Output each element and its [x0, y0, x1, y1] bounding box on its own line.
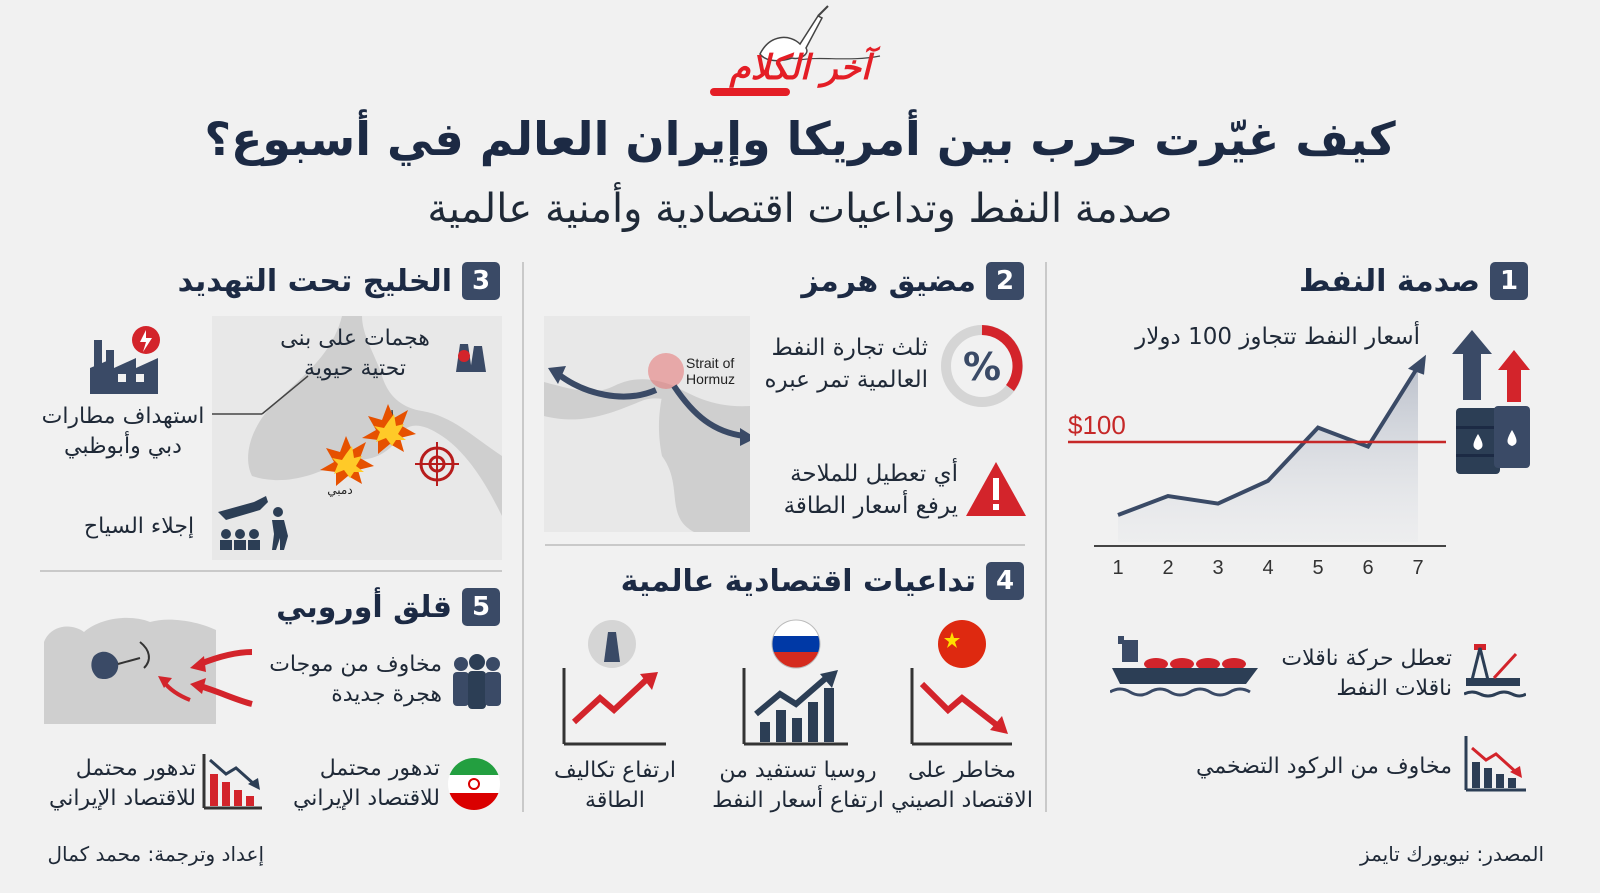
fact2-line2: يرفع أسعار الطاقة [783, 493, 958, 519]
page-subtitle: صدمة النفط وتداعيات اقتصادية وأمنية عالمية [427, 186, 1173, 232]
airports-line2: دبي وأبوظبي [64, 434, 182, 459]
x-tick-label: 4 [1262, 557, 1274, 579]
section3-title: الخليج تحت التهديد [177, 263, 452, 299]
section1-number: 1 [1490, 262, 1528, 300]
fact1-line2: العالمية تمر عبره [764, 367, 928, 393]
section4-title: تداعيات اقتصادية عالمية [620, 563, 976, 599]
evacuation-text: إجلاء السياح [83, 514, 195, 539]
china-risk-icon [908, 618, 1016, 748]
europe-map [40, 612, 260, 724]
iran2-line2: للاقتصاد الإيراني [48, 786, 196, 811]
section3-heading [178, 262, 500, 300]
percent-symbol: % [962, 345, 1002, 389]
dubai-label: دمبي [327, 483, 353, 497]
oil-chart-caption: أسعار النفط تتجاوز 100 دولار [1135, 324, 1420, 350]
x-tick-label: 7 [1412, 557, 1424, 579]
x-tick-label: 1 [1112, 557, 1124, 579]
hormuz-fact2 [784, 458, 958, 522]
china-line1: مخاطر على [907, 758, 1017, 783]
fact1-line1: ثلث تجارة النفط [771, 335, 928, 361]
percent-gauge-icon [938, 322, 1026, 410]
section3-number: 3 [462, 262, 500, 300]
energy-line2: الطاقة [585, 788, 645, 813]
brand-underline [710, 88, 790, 96]
iran-text-1 [293, 754, 440, 814]
stagflation-text: مخاوف من الركود التضخمي [1195, 754, 1452, 779]
iran-text-2 [49, 754, 196, 814]
footer-source: المصدر: نيويورك تايمز [1360, 842, 1544, 866]
brand-logo [700, 4, 900, 100]
russia-gain-icon [740, 618, 852, 748]
warning-icon [964, 460, 1028, 518]
china-text [882, 756, 1042, 816]
power-plant-map-icon [452, 336, 488, 372]
oil-tanker-icon [1110, 634, 1260, 698]
section4-number: 4 [986, 562, 1024, 600]
threshold-label: $100 [1068, 410, 1126, 440]
attack-line1: هجمات على بنى [280, 326, 430, 351]
energy-text [540, 756, 690, 816]
section2-heading [801, 262, 1024, 300]
footer-credit: إعداد وترجمة: محمد كمال [47, 842, 264, 866]
fact2-line1: أي تعطيل للملاحة [790, 461, 958, 487]
divider-leftmid [40, 570, 502, 572]
divider-left [522, 262, 524, 812]
russia-line1: روسيا تستفيد من [719, 758, 877, 783]
attack-text [280, 324, 430, 384]
strait-label-line1: Strait of [686, 355, 735, 371]
section1-heading [1299, 262, 1528, 300]
airports-text [38, 402, 208, 462]
decline-chart-icon [200, 752, 264, 810]
section4-heading [621, 562, 1024, 600]
migration-text [269, 650, 442, 710]
divider-mid [545, 544, 1025, 546]
tanker-line2: ناقلات النفط [1336, 676, 1452, 701]
energy-cost-icon [560, 618, 670, 748]
price-area [1118, 367, 1418, 542]
x-tick-label: 6 [1362, 557, 1374, 579]
section2-number: 2 [986, 262, 1024, 300]
brand-name: آخر الكلام [729, 48, 871, 88]
airports-line1: استهداف مطارات [41, 404, 205, 429]
oil-rig-icon [1464, 640, 1526, 700]
iran2-line1: تدهور محتمل [75, 756, 196, 781]
oil-barrel-rising-icon [1450, 330, 1540, 480]
x-tick-label: 5 [1312, 557, 1324, 579]
people-group-icon [448, 654, 506, 710]
oil-price-chart [1060, 350, 1460, 590]
iran-flag-icon [446, 756, 502, 812]
evacuation-icon [214, 494, 294, 552]
russia-line2: ارتفاع أسعار النفط [712, 788, 884, 813]
migration-line2: هجرة جديدة [331, 682, 442, 707]
page-title: كيف غيّرت حرب بين أمريكا وإيران العالم في أسبوع؟ [204, 112, 1396, 166]
x-tick-label: 3 [1212, 557, 1224, 579]
hormuz-map [544, 316, 750, 532]
iran1-line1: تدهور محتمل [319, 756, 440, 781]
section1-title: صدمة النفط [1298, 263, 1480, 299]
strait-highlight [648, 353, 684, 389]
section5-number: 5 [462, 588, 500, 626]
section5-title: قلق أوروبي [276, 589, 452, 625]
energy-line1: ارتفاع تكاليف [554, 758, 676, 783]
tanker-line1: تعطل حركة ناقلات [1281, 646, 1452, 671]
section2-title: مضيق هرمز [801, 263, 976, 299]
x-tick-label: 2 [1162, 557, 1174, 579]
china-line2: الاقتصاد الصيني [891, 788, 1033, 813]
stagflation-chart-icon [1462, 734, 1528, 794]
migration-line1: مخاوف من موجات [269, 652, 442, 677]
russia-text [708, 756, 888, 816]
attack-line2: تحتية حيوية [304, 356, 406, 381]
divider-right [1045, 262, 1047, 812]
price-arrowhead [1408, 355, 1426, 375]
tanker-text [1281, 644, 1452, 704]
factory-alert-icon [88, 322, 164, 396]
iran1-line2: للاقتصاد الإيراني [292, 786, 440, 811]
hormuz-fact1 [765, 332, 929, 396]
strait-label-line2: Hormuz [686, 371, 736, 387]
section5-heading [276, 588, 500, 626]
